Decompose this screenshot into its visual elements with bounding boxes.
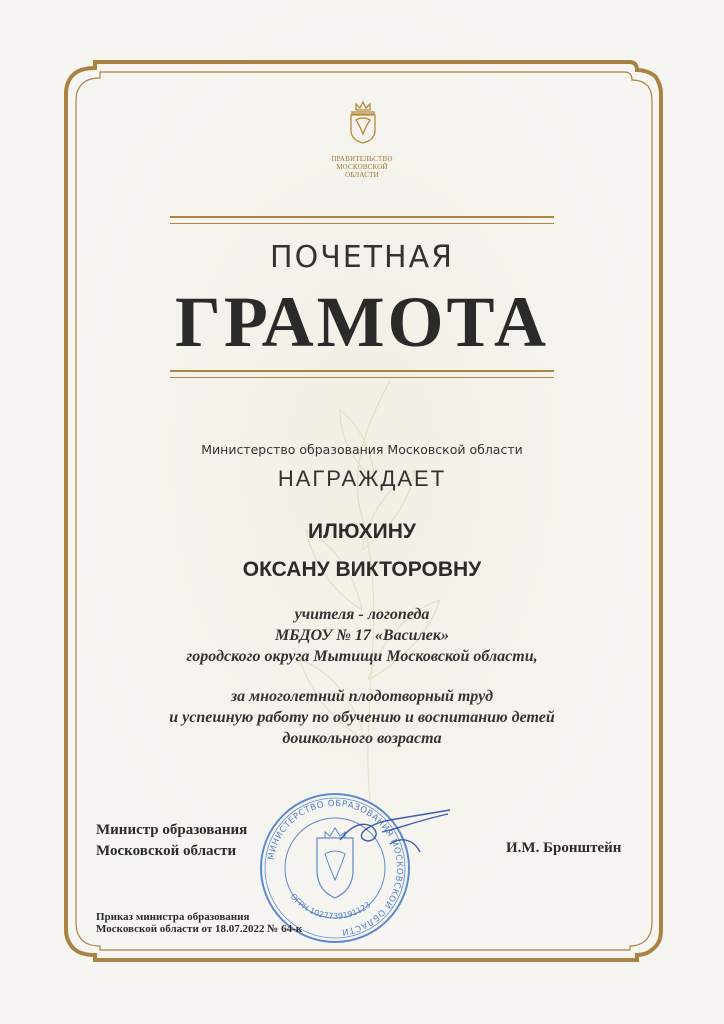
signatory-title: [96, 820, 247, 862]
government-caption-line: ОБЛАСТИ: [345, 171, 379, 179]
reason-line: дошкольного возраста: [282, 730, 442, 747]
government-caption-line: ПРАВИТЕЛЬСТВО: [331, 155, 393, 163]
handwritten-signature: [330, 800, 470, 870]
position-line: городского округа Мытищи Московской области,: [186, 648, 538, 665]
signatory-title-line: Московской области: [96, 843, 237, 859]
title-certificate: ГРАМОТА: [175, 282, 549, 362]
awards-heading: НАГРАЖДАЕТ: [277, 466, 447, 491]
signatory-name: И.М. Бронштейн: [506, 840, 622, 856]
position-line: учителя - логопеда: [294, 606, 430, 623]
government-caption-line: МОСКОВСКОЙ: [336, 163, 388, 171]
title-honorary: ПОЧЕТНАЯ: [270, 240, 454, 275]
order-reference: [96, 911, 302, 935]
recipient-surname: ИЛЮХИНУ: [307, 520, 416, 543]
title-rule-top: [170, 216, 554, 224]
government-caption: [300, 155, 424, 179]
stamp-outer-text: МИНИСТЕРСТВО ОБРАЗОВАНИЯ МОСКОВСКОЙ ОБЛАСТИ: [266, 798, 405, 937]
recipient-position: [0, 604, 724, 667]
moscow-region-coat-of-arms-icon: [346, 100, 380, 144]
recipient-given-names: ОКСАНУ ВИКТОРОВНУ: [242, 558, 482, 581]
order-line: Московской области от 18.07.2022 № 64-к: [96, 923, 303, 935]
reason-line: и успешную работу по обучению и воспитанию детей: [169, 709, 555, 726]
award-reason: [0, 686, 724, 749]
stamp-ogrn-text: ОГРН 1027739191123: [288, 891, 373, 921]
issuing-ministry: Министерство образования Московской области: [201, 442, 523, 457]
title-rule-bottom: [170, 370, 554, 378]
order-line: Приказ министра образования: [96, 911, 250, 923]
reason-line: за многолетний плодотворный труд: [230, 688, 494, 705]
position-line: МБДОУ № 17 «Василек»: [274, 627, 449, 644]
signatory-title-line: Министр образования: [96, 822, 248, 838]
